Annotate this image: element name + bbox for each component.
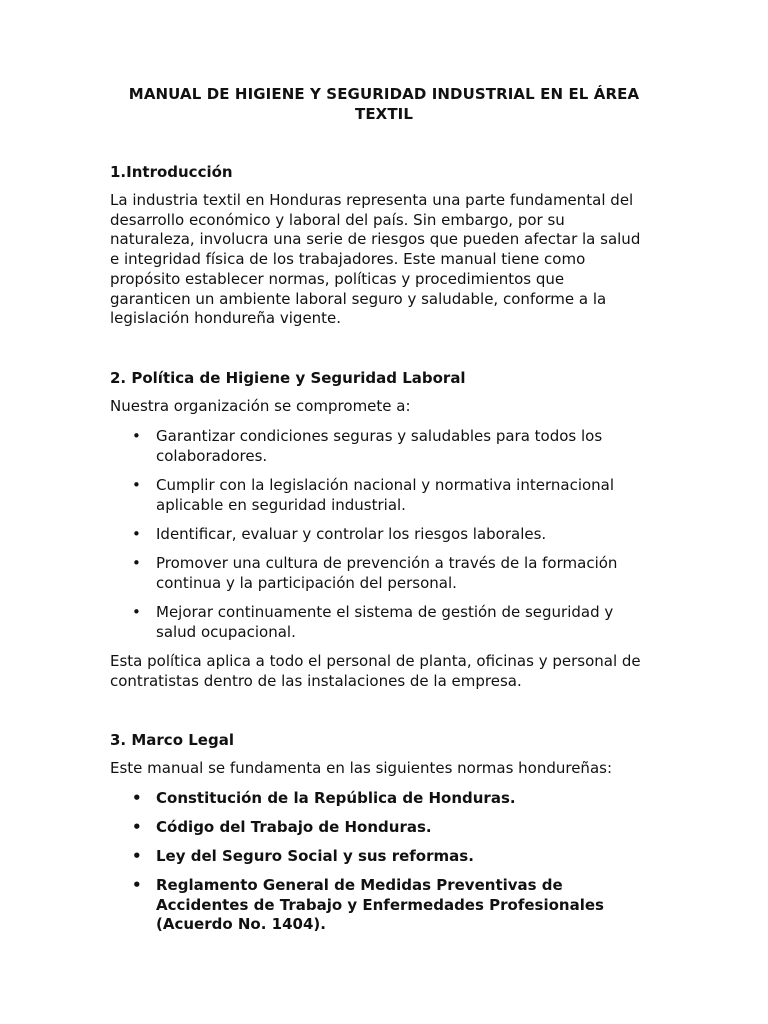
policy-closing xyxy=(110,652,670,691)
list-item-line: Constitución de la República de Honduras. xyxy=(156,789,516,807)
bullet-icon: • xyxy=(132,876,142,894)
bullet-icon: • xyxy=(132,427,141,445)
paragraph-line: contratistas dentro de las instalaciones de la empresa. xyxy=(110,671,522,690)
list-item-line: (Acuerdo No. 1404). xyxy=(156,915,326,934)
section-heading-marco-legal: 3. Marco Legal xyxy=(110,731,234,749)
paragraph-line: Este manual se fundamenta en las siguientes normas hondureñas: xyxy=(110,759,613,777)
bullet-icon: • xyxy=(132,603,141,621)
list-item-line: Ley del Seguro Social y sus reformas. xyxy=(156,847,474,865)
list-item-line: Identificar, evaluar y controlar los riesgos laborales. xyxy=(156,525,547,543)
list-item-line: Mejorar continuamente el sistema de gestión de seguridad y xyxy=(156,603,614,621)
title-line: MANUAL DE HIGIENE Y SEGURIDAD INDUSTRIAL EN EL ÁREA xyxy=(128,85,640,103)
paragraph-line: legislación hondureña vigente. xyxy=(110,309,342,328)
paragraph-line: Esta política aplica a todo el personal de planta, oficinas y personal de xyxy=(110,652,641,670)
bullet-icon: • xyxy=(132,818,142,836)
list-item-line: Código del Trabajo de Honduras. xyxy=(156,818,432,836)
paragraph-line: Nuestra organización se compromete a: xyxy=(110,397,411,415)
intro-paragraph xyxy=(110,191,670,329)
section-heading-introduccion: 1.Introducción xyxy=(110,163,233,181)
list-item-line: salud ocupacional. xyxy=(156,622,296,641)
bullet-icon: • xyxy=(132,789,142,807)
bullet-icon: • xyxy=(132,525,141,543)
list-item-line: aplicable en seguridad industrial. xyxy=(156,495,406,514)
list-item-line: Garantizar condiciones seguras y saludables para todos los xyxy=(156,427,603,445)
paragraph-line: e integridad física de los trabajadores. Este manual tiene como xyxy=(110,250,586,269)
paragraph-line: La industria textil en Honduras representa una parte fundamental del xyxy=(110,191,634,209)
list-item-line: Accidentes de Trabajo y Enfermedades Profesionales xyxy=(156,895,604,914)
list-item-line: continua y la participación del personal. xyxy=(156,573,457,592)
paragraph-line: propósito establecer normas, políticas y procedimientos que xyxy=(110,269,565,288)
title-line: TEXTIL xyxy=(354,105,413,123)
list-item-line: colaboradores. xyxy=(156,446,268,465)
list-item-line: Cumplir con la legislación nacional y normativa internacional xyxy=(156,476,615,494)
bullet-icon: • xyxy=(132,476,141,494)
section-heading-politica: 2. Política de Higiene y Seguridad Laboral xyxy=(110,369,466,387)
paragraph-line: naturaleza, involucra una serie de riesgos que pueden afectar la salud xyxy=(110,230,641,249)
list-item-line: Promover una cultura de prevención a través de la formación xyxy=(156,554,618,572)
document-title xyxy=(110,84,658,124)
paragraph-line: desarrollo económico y laboral del país. Sin embargo, por su xyxy=(110,210,565,229)
list-item-line: Reglamento General de Medidas Preventivas de xyxy=(156,876,563,894)
paragraph-line: garanticen un ambiente laboral seguro y saludable, conforme a la xyxy=(110,289,607,308)
legal-intro xyxy=(110,759,670,779)
policy-intro xyxy=(110,397,670,417)
bullet-icon: • xyxy=(132,554,141,572)
bullet-icon: • xyxy=(132,847,142,865)
